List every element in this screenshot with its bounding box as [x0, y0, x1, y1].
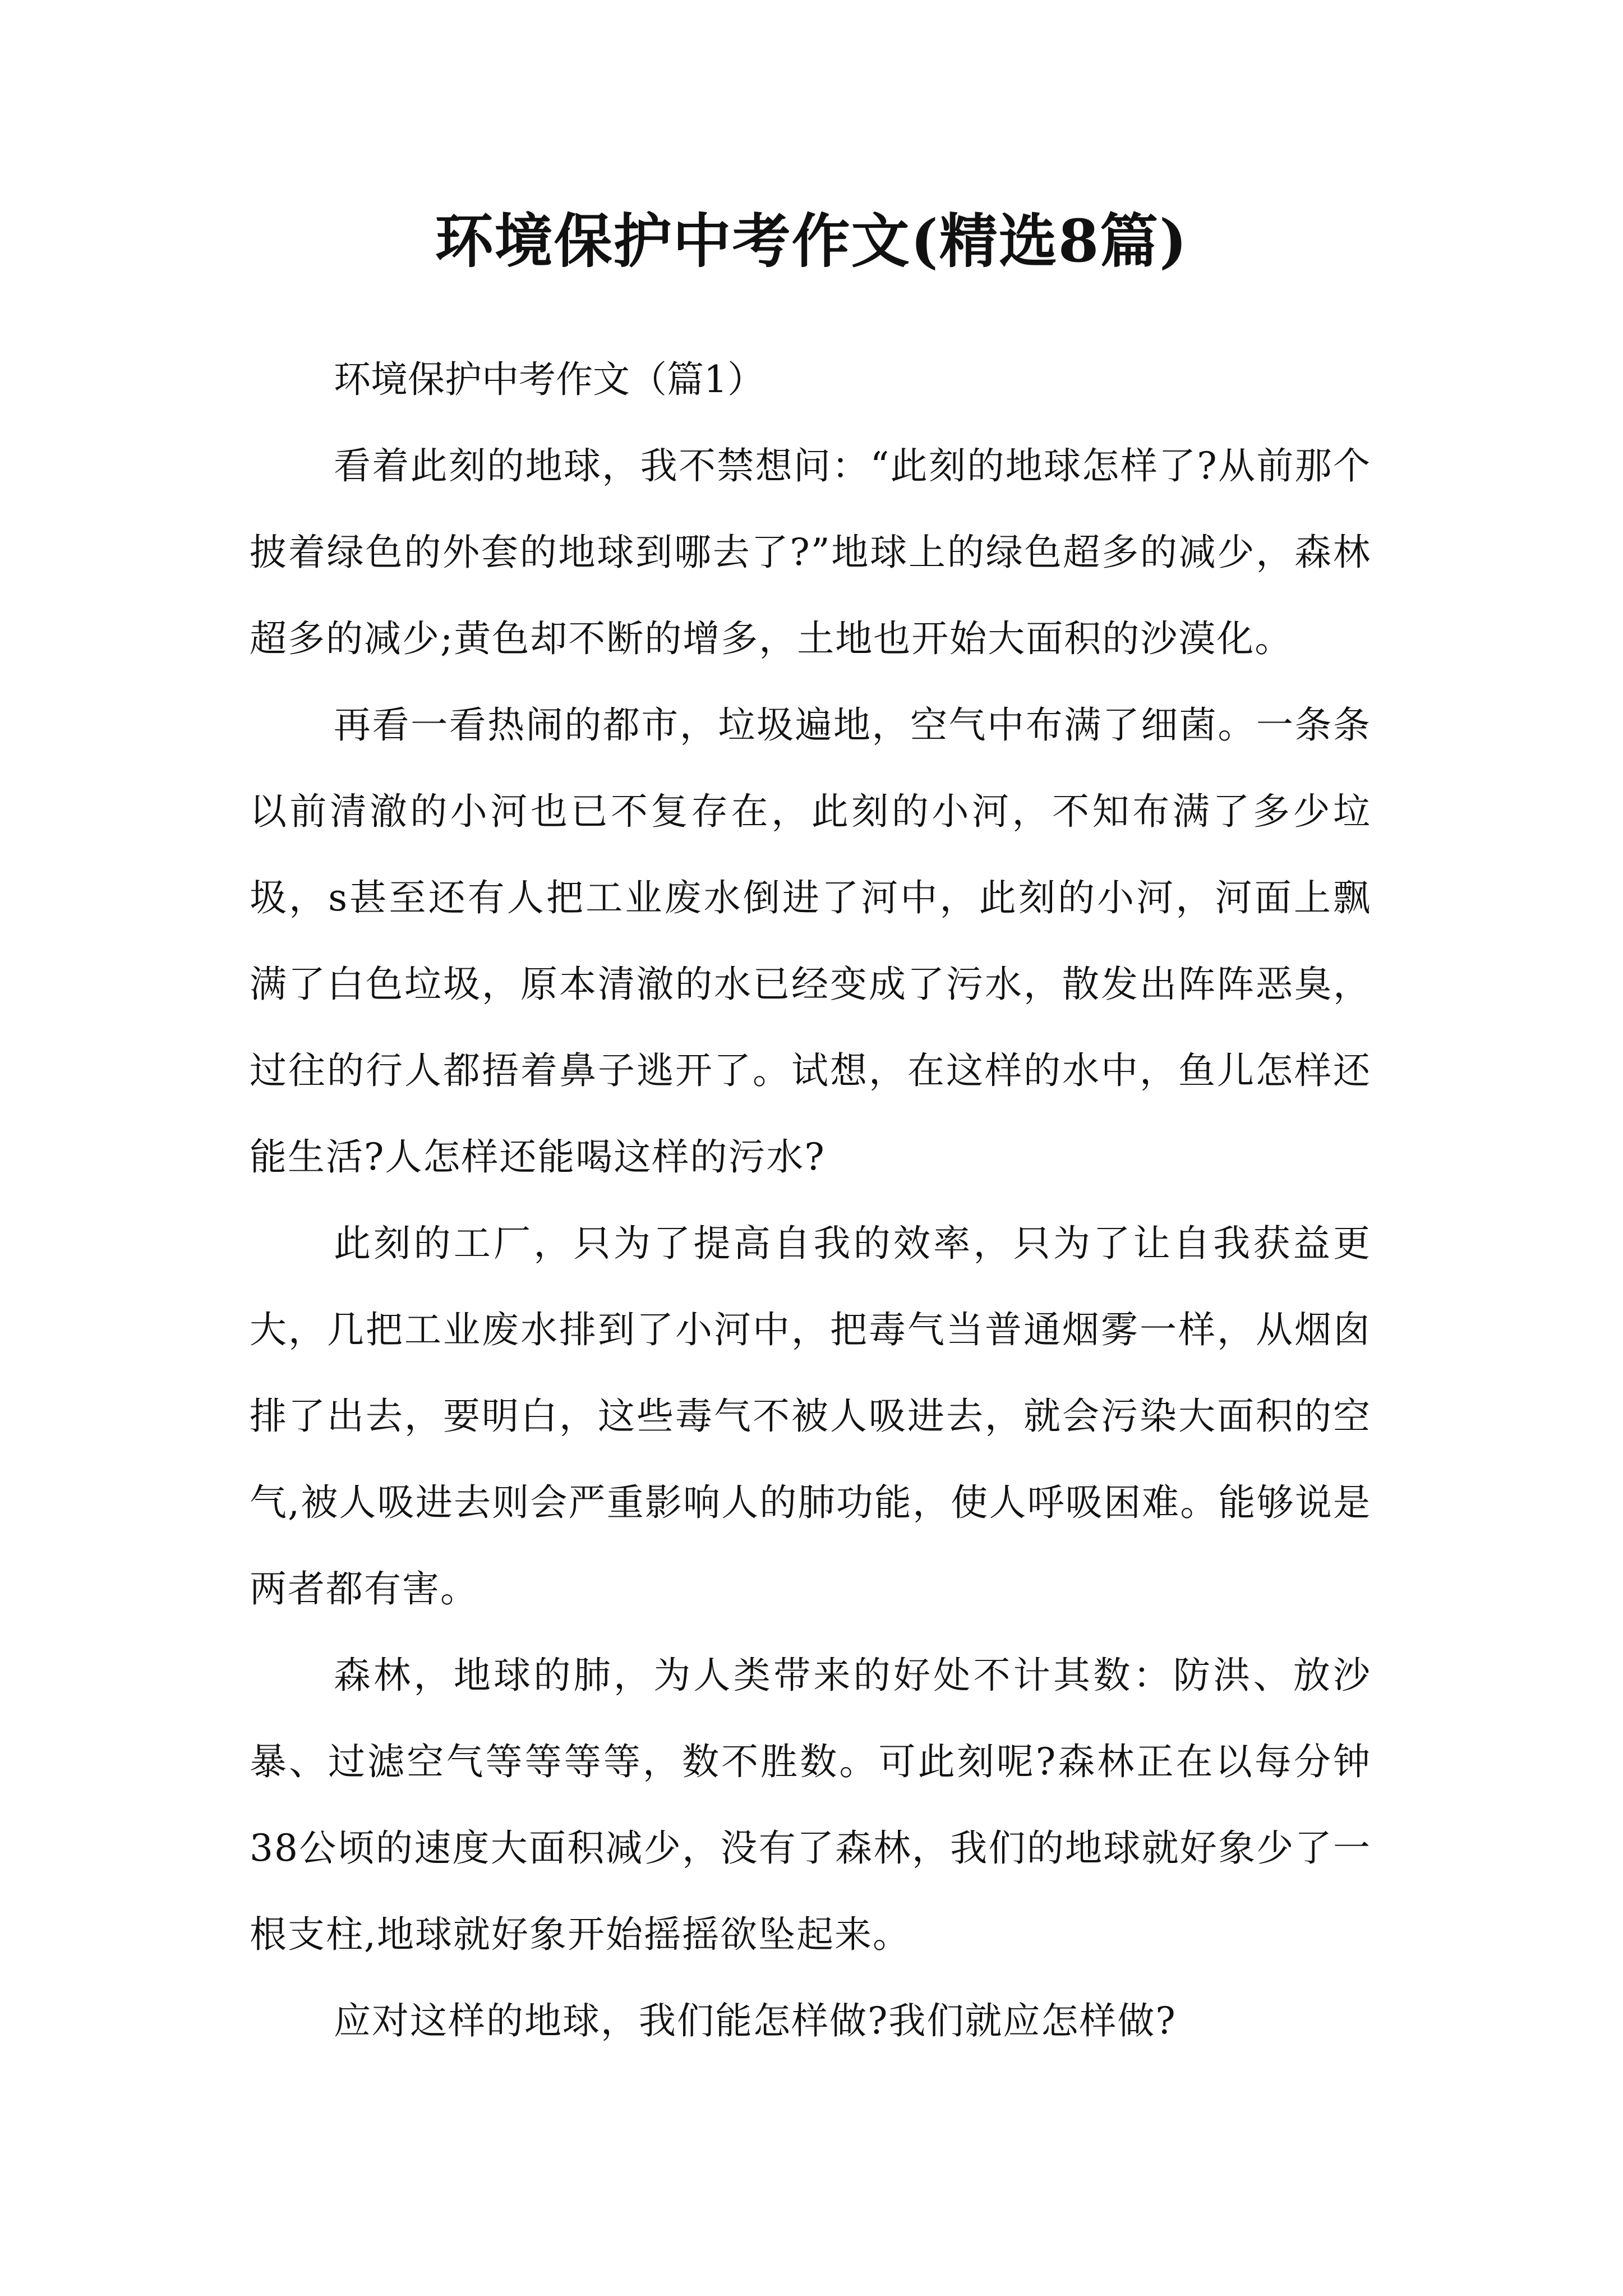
paragraph-5: 应对这样的地球，我们能怎样做?我们就应怎样做? — [334, 1999, 1177, 2042]
document-body — [250, 337, 1371, 2064]
section-heading: 环境保护中考作文（篇1） — [334, 358, 764, 401]
paragraph-1: 看着此刻的地球，我不禁想问：“此刻的地球怎样了?从前那个披着绿色的外套的地球到哪去了?”地球上的绿色超多的减少，森林超多的减少;黄色却不断的增多，土地也开始大面积的沙漠化。 — [250, 444, 1371, 660]
paragraph-2: 再看一看热闹的都市，垃圾遍地，空气中布满了细菌。一条条以前清澈的小河也已不复存在，此刻的小河，不知布满了多少垃圾，s甚至还有人把工业废水倒进了河中，此刻的小河，河面上飘满了白色垃圾，原本清澈的水已经变成了污水，散发出阵阵恶臭，过往的行人都捂着鼻子逃开了。试想，在这样的水中，鱼儿怎样还能生活?人怎样还能喝这样的污水? — [250, 703, 1371, 1179]
paragraph-3: 此刻的工厂，只为了提高自我的效率，只为了让自我获益更大，几把工业废水排到了小河中，把毒气当普通烟雾一样，从烟囱排了出去，要明白，这些毒气不被人吸进去，就会污染大面积的空气,被人吸进去则会严重影响人的肺功能，使人呼吸困难。能够说是两者都有害。 — [250, 1222, 1371, 1611]
paragraph-4: 森林，地球的肺，为人类带来的好处不计其数：防洪、放沙暴、过滤空气等等等等，数不胜数。可此刻呢?森林正在以每分钟38公顷的速度大面积减少，没有了森林，我们的地球就好象少了一根支柱,地球就好象开始摇摇欲坠起来。 — [250, 1654, 1371, 1956]
document-title: 环境保护中考作文(精选8篇) — [435, 206, 1188, 275]
